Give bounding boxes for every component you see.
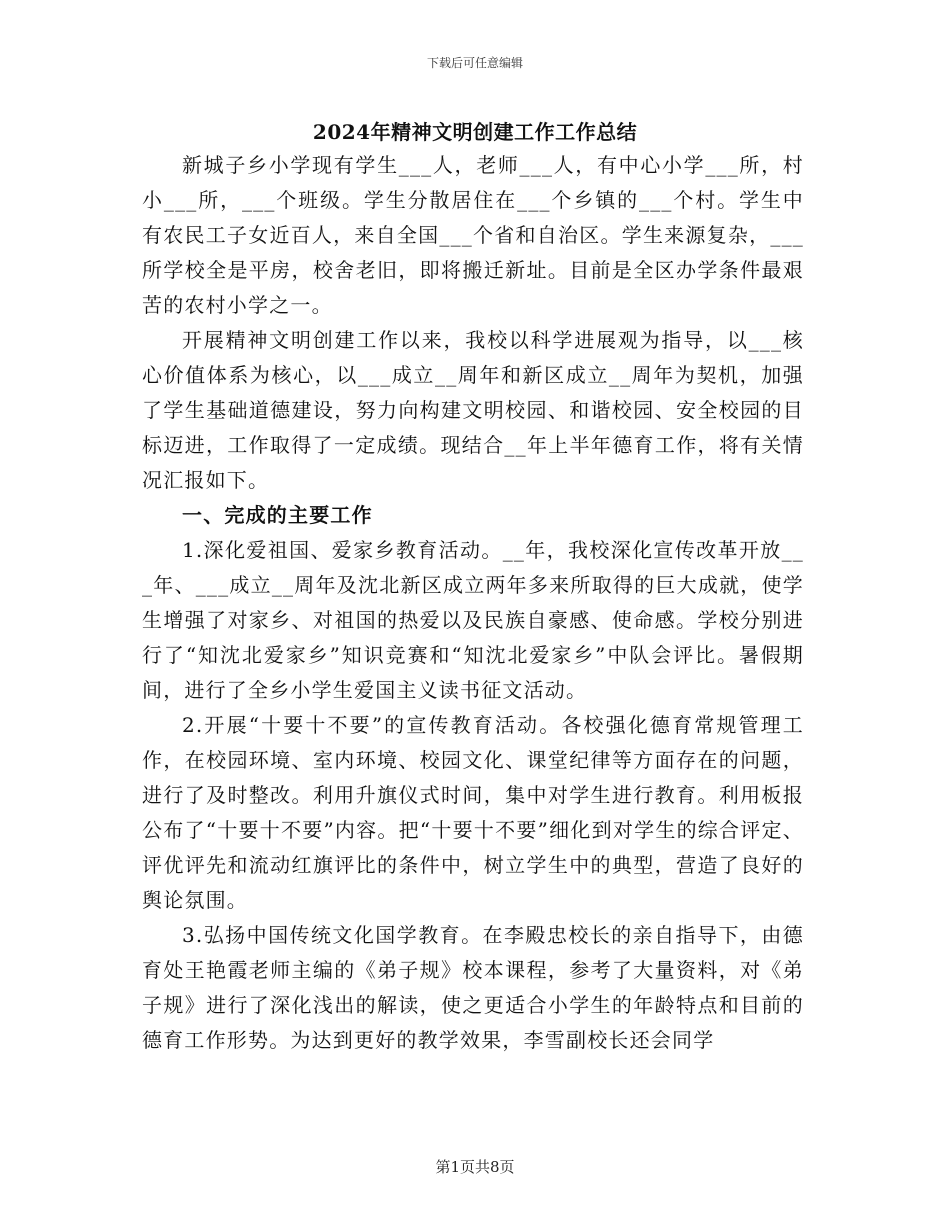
header-note: 下载后可任意编辑	[426, 56, 523, 70]
paragraph-intro: 新城子乡小学现有学生___人，老师___人，有中心小学___所，村小___所，___个班级。学生分散居住在___个乡镇的___个村。学生中有农民工子女近百人，来自全国___个省和自治区。学生来源复杂，___所学校全是平房，校舍老旧，即将搬迁新址。目前是全区办学条件最艰苦的农村小学之一。	[142, 153, 804, 317]
paragraph-item-1: 1.深化爱祖国、爱家乡教育活动。__年，我校深化宣传改革开放___年、___成立__周年及沈北新区成立两年多来所取得的巨大成就，使学生增强了对家乡、对祖国的热爱以及民族自豪感、使命感。学校分别进行了“知沈北爱家乡”知识竞赛和“知沈北爱家乡”中队会评比。暑假期间，进行了全乡小学生爱国主义读书征文活动。	[142, 538, 804, 702]
paragraph-overview: 开展精神文明创建工作以来，我校以科学进展观为指导，以___核心价值体系为核心，以___成立__周年和新区成立__周年为契机，加强了学生基础道德建设，努力向构建文明校园、和谐校园、安全校园的目标迈进，工作取得了一定成绩。现结合__年上半年德育工作，将有关情况汇报如下。	[142, 328, 804, 492]
paragraph-item-2: 2.开展“十要十不要”的宣传教育活动。各校强化德育常规管理工作，在校园环境、室内环境、校园文化、课堂纪律等方面存在的问题，进行了及时整改。利用升旗仪式时间，集中对学生进行教育。利用板报公布了“十要十不要”内容。把“十要十不要”细化到对学生的综合评定、评优评先和流动红旗评比的条件中，树立学生中的典型，营造了良好的舆论氛围。	[142, 713, 804, 912]
document-title: 2024年精神文明创建工作工作总结	[312, 120, 638, 144]
section-heading: 一、完成的主要工作	[182, 503, 373, 527]
paragraph-item-3: 3.弘扬中国传统文化国学教育。在李殿忠校长的亲自指导下，由德育处王艳霞老师主编的《弟子规》校本课程，参考了大量资料，对《弟子规》进行了深化浅出的解读，使之更适合小学生的年龄特点和目前的德育工作形势。为达到更好的教学效果，李雪副校长还会同学	[142, 923, 804, 1052]
document-body	[142, 148, 804, 1058]
page-indicator: 第1页共8页	[435, 1158, 515, 1176]
